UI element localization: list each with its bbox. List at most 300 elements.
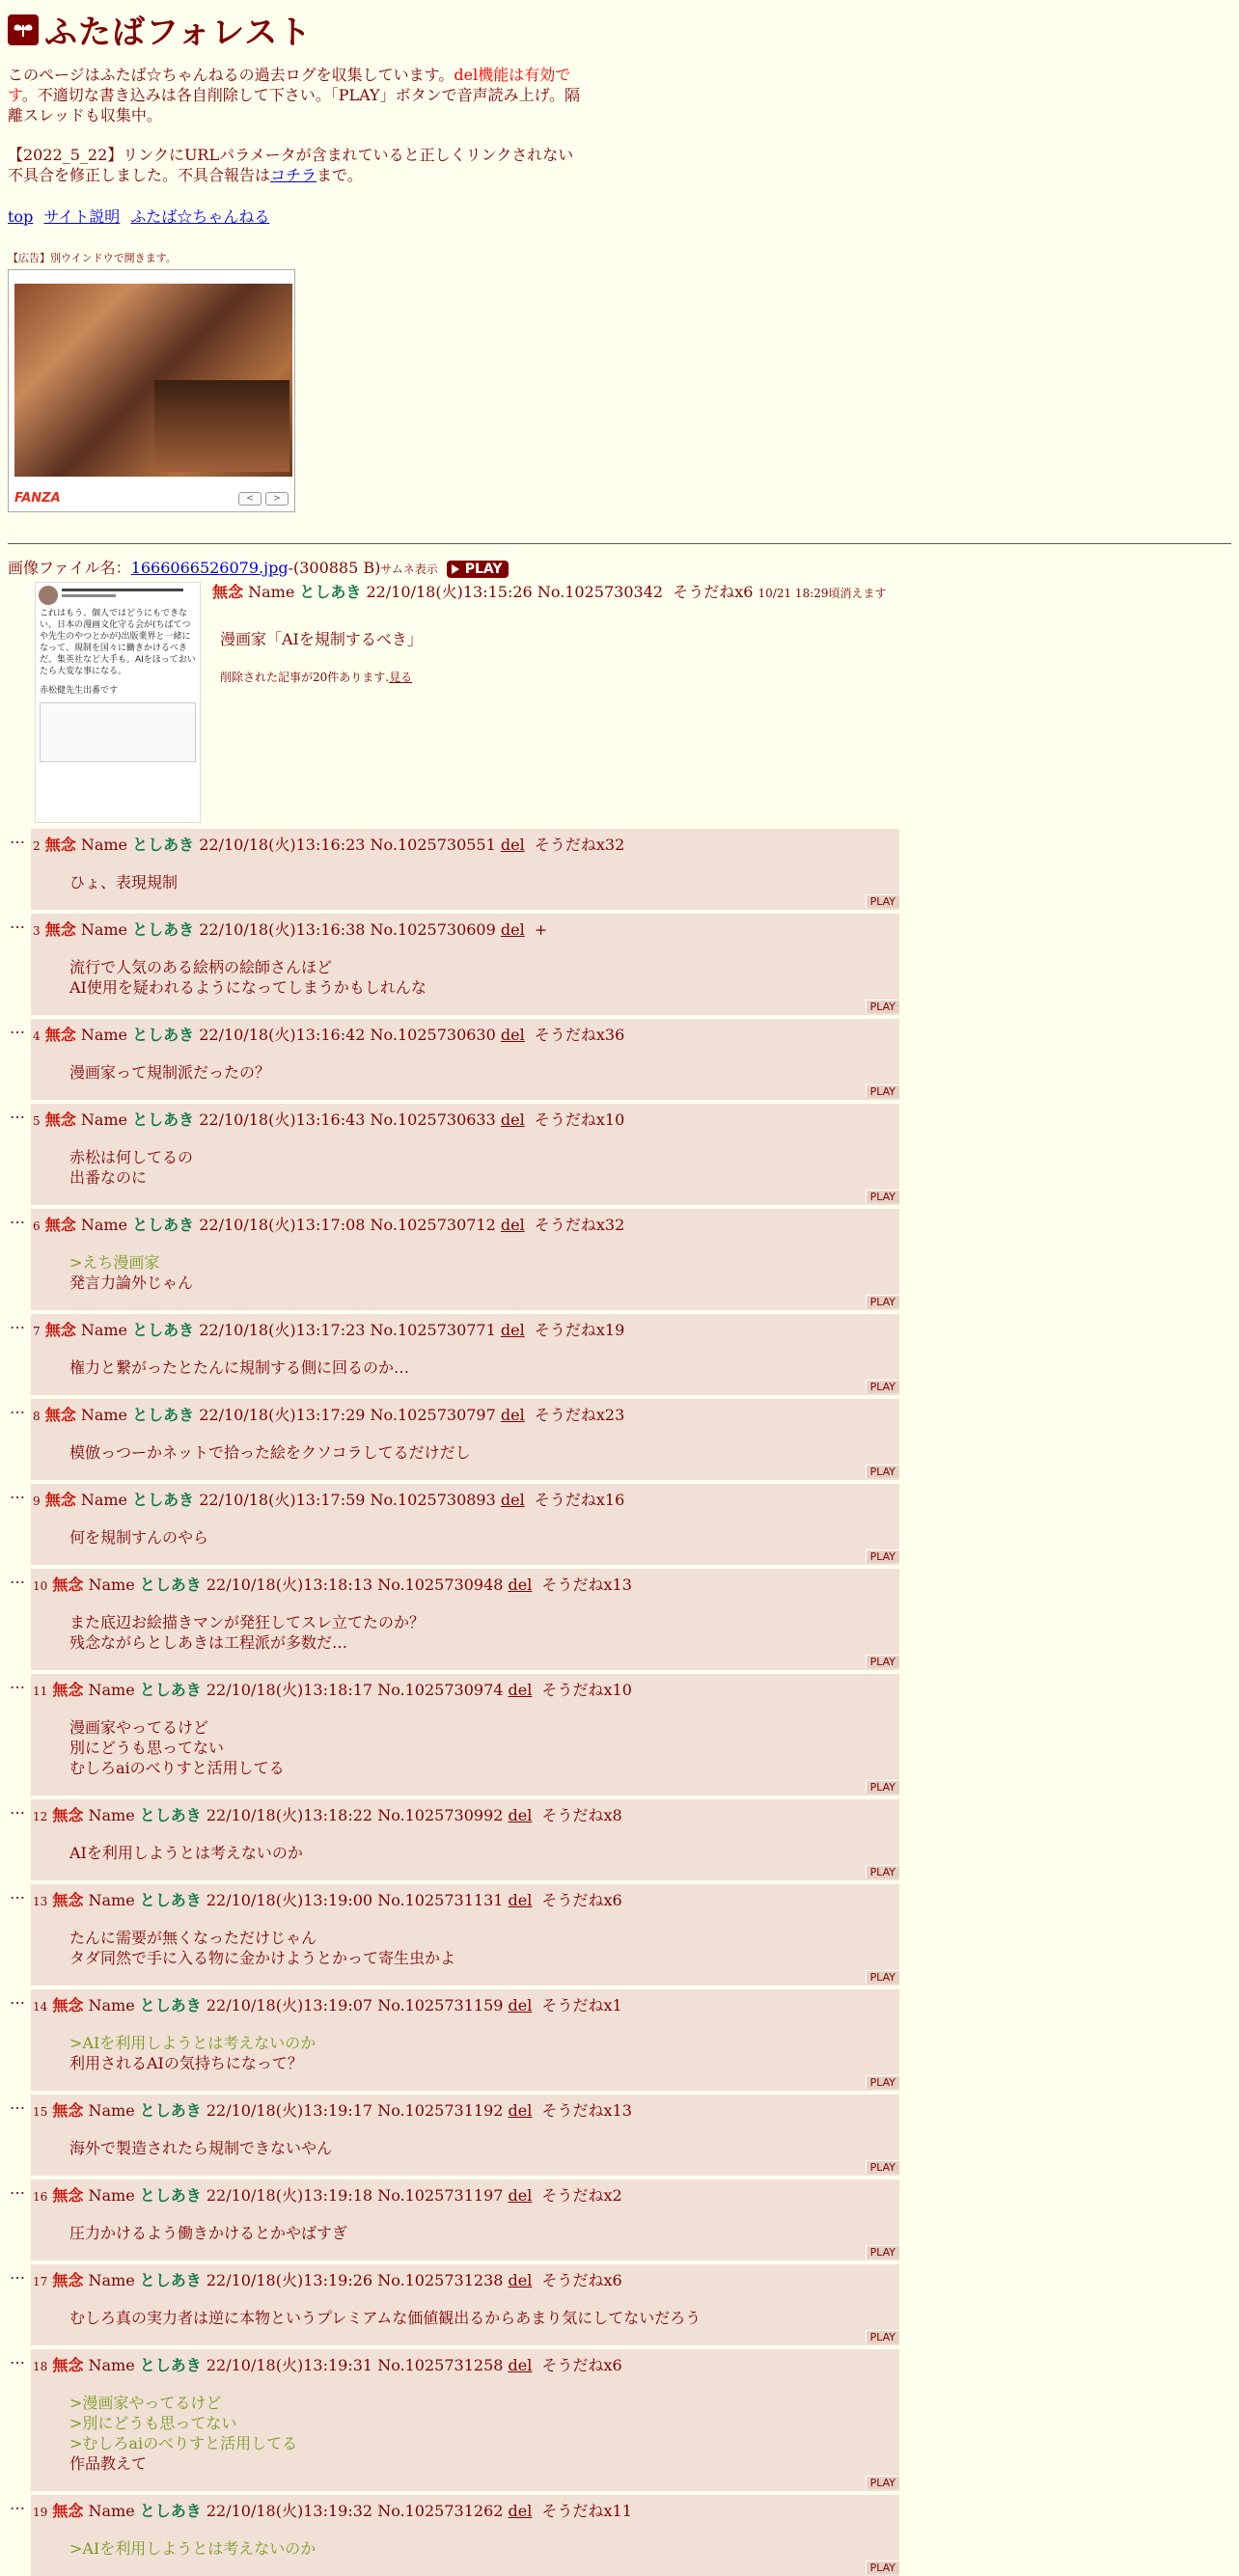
reply-play-button[interactable]: PLAY — [866, 2245, 899, 2259]
reply-no[interactable]: No.1025731258 — [377, 2356, 504, 2374]
message-line: 模倣っつーかネットで拾った絵をクソコラしてるだけだし — [69, 1443, 471, 1462]
sodane-button[interactable]: そうだねx23 — [534, 1406, 625, 1424]
nav-top-link[interactable]: top — [8, 207, 34, 226]
name-label: Name — [80, 1406, 128, 1424]
thumb-text: これはもう、個人ではどうにもできない。日本の漫画文化守る会が(ちばてつや先生のやつとかが)出版業界と一緒になって、規制を国々に働きかけるべきだ。集英社など大手も。AIをほっておいたら大変な事になる。 — [40, 609, 196, 676]
reply-header — [31, 2098, 899, 2121]
reply-post — [31, 2095, 899, 2176]
reply-subject: 無念 — [52, 1681, 84, 1699]
thumb-sub: 赤松健先生出番です — [40, 686, 119, 696]
name-label: Name — [88, 1806, 135, 1824]
reply-header — [31, 1403, 899, 1425]
nav-about-link[interactable]: サイト説明 — [43, 207, 121, 226]
reply-name: としあき — [132, 1110, 195, 1129]
sodane-button[interactable]: そうだねx2 — [541, 2186, 622, 2205]
ad-banner[interactable] — [8, 269, 295, 512]
reply-subject: 無念 — [44, 1491, 76, 1509]
del-link[interactable]: del — [500, 1216, 525, 1234]
reply-play-button[interactable]: PLAY — [866, 1970, 899, 1984]
reply-message — [69, 1147, 899, 1188]
del-link[interactable]: del — [508, 1576, 533, 1594]
reply-number: 4 — [33, 1029, 41, 1043]
reply-date: 22/10/18(火)13:19:18 — [206, 2186, 373, 2205]
reply-marker: … — [10, 1104, 25, 1122]
reply-no[interactable]: No.1025731197 — [377, 2186, 504, 2205]
del-link[interactable]: del — [508, 2186, 533, 2205]
reply-marker: … — [10, 1209, 25, 1227]
reply-number: 17 — [33, 2275, 48, 2288]
reply-marker: … — [10, 1884, 25, 1903]
reply-no[interactable]: No.1025730974 — [377, 1681, 504, 1699]
quote-line: >AIを利用しようとは考えないのか — [69, 2539, 317, 2558]
reply-no[interactable]: No.1025730797 — [370, 1406, 496, 1424]
reply-no[interactable]: No.1025731131 — [377, 1891, 504, 1909]
name-label: Name — [88, 2271, 135, 2289]
reply-post — [31, 1399, 899, 1480]
reply-row — [8, 1104, 1231, 1205]
reply-number: 9 — [33, 1494, 41, 1508]
reply-post — [31, 2179, 899, 2261]
reply-message — [69, 2138, 899, 2158]
reply-header — [31, 1888, 899, 1910]
reply-row — [8, 1019, 1231, 1100]
reply-name: としあき — [139, 2271, 202, 2289]
del-link[interactable]: del — [500, 1491, 525, 1509]
op-date: 22/10/18(火)13:15:26 — [366, 583, 533, 601]
reply-message — [69, 2538, 899, 2559]
reply-number: 7 — [33, 1325, 41, 1338]
reply-marker: … — [10, 2179, 25, 2198]
sodane-button[interactable]: そうだねx13 — [541, 1576, 632, 1594]
reply-subject: 無念 — [52, 2186, 84, 2205]
op-expire: 10/21 18:29頃消えます — [757, 587, 887, 600]
reply-play-button[interactable]: PLAY — [866, 894, 899, 908]
reply-message — [69, 2308, 899, 2328]
reply-message — [69, 1442, 899, 1463]
reply-name: としあき — [139, 2502, 202, 2520]
message-line: 漫画家やってるけど — [69, 1718, 209, 1737]
message-line: 利用されるAIの気持ちになって？ — [69, 2054, 303, 2072]
reply-subject: 無念 — [44, 836, 76, 854]
name-label: Name — [88, 2356, 135, 2374]
del-link[interactable]: del — [508, 2271, 533, 2289]
ad-logo: FANZA — [14, 491, 61, 506]
del-link[interactable]: del — [508, 1996, 533, 2014]
reply-header — [31, 1108, 899, 1130]
reply-subject: 無念 — [52, 2101, 84, 2120]
reply-date: 22/10/18(火)13:16:43 — [199, 1110, 366, 1129]
sodane-button[interactable]: そうだねx32 — [534, 836, 625, 854]
message-line: 漫画家って規制派だったの？ — [69, 1063, 271, 1082]
reply-marker: … — [10, 1674, 25, 1692]
divider — [8, 543, 1231, 544]
deleted-text: 削除された記事が20件あります. — [220, 671, 390, 684]
reply-no[interactable]: No.1025730992 — [377, 1806, 504, 1824]
reply-date: 22/10/18(火)13:19:26 — [206, 2271, 373, 2289]
reply-name: としあき — [139, 1576, 202, 1594]
name-label: Name — [80, 1110, 128, 1129]
op-no[interactable]: No.1025730342 — [537, 583, 664, 601]
message-line: ひょ、表現規制 — [69, 873, 179, 891]
reply-header — [31, 2268, 899, 2290]
del-link[interactable]: del — [500, 1026, 525, 1044]
reply-header — [31, 2183, 899, 2206]
reply-message — [69, 1717, 899, 1778]
notice-text — [8, 145, 587, 185]
reply-marker: … — [10, 2495, 25, 2513]
reply-no[interactable]: No.1025730771 — [370, 1321, 496, 1339]
reply-header — [31, 918, 899, 940]
reply-subject: 無念 — [52, 2356, 84, 2374]
reply-name: としあき — [132, 1491, 195, 1509]
reply-play-button[interactable]: PLAY — [866, 1295, 899, 1308]
op-thumbnail[interactable] — [35, 582, 201, 823]
reply-subject: 無念 — [52, 1806, 84, 1824]
site-logo[interactable] — [8, 6, 1231, 53]
reply-marker: … — [10, 829, 25, 847]
message-line: 別にどうも思ってない — [69, 1739, 225, 1757]
reply-subject: 無念 — [52, 1576, 84, 1594]
op-header — [212, 580, 887, 602]
reply-header — [31, 1488, 899, 1510]
reply-no[interactable]: No.1025730551 — [370, 836, 496, 854]
reply-date: 22/10/18(火)13:19:07 — [206, 1996, 373, 2014]
reply-number: 16 — [33, 2190, 48, 2204]
op-file-line — [8, 556, 1231, 578]
reply-date: 22/10/18(火)13:17:08 — [199, 1216, 366, 1234]
op-name: としあき — [299, 583, 362, 601]
message-line: 権力と繋がったとたんに規制する側に回るのか… — [69, 1358, 410, 1377]
reply-row — [8, 2179, 1231, 2261]
reply-number: 14 — [33, 2000, 48, 2014]
message-line: 発言力論外じゃん — [69, 1274, 194, 1292]
reply-post — [31, 1314, 899, 1395]
reply-message — [69, 1527, 899, 1548]
reply-date: 22/10/18(火)13:17:23 — [199, 1321, 366, 1339]
reply-no[interactable]: No.1025731192 — [377, 2101, 504, 2120]
quote-line: >むしろaiのべりすと活用してる — [69, 2434, 298, 2453]
reply-name: としあき — [139, 1996, 202, 2014]
sodane-button[interactable]: そうだねx32 — [534, 1216, 625, 1234]
reply-row — [8, 1799, 1231, 1880]
reply-row — [8, 1209, 1231, 1310]
reply-number: 8 — [33, 1410, 41, 1423]
reply-play-button[interactable]: PLAY — [866, 1190, 899, 1203]
sodane-button[interactable]: そうだねx8 — [541, 1806, 622, 1824]
reply-post — [31, 1884, 899, 1986]
sodane-button[interactable]: そうだねx11 — [541, 2502, 632, 2520]
reply-subject: 無念 — [52, 2271, 84, 2289]
file-link[interactable]: 1666066526079.jpg — [130, 559, 289, 577]
reply-post — [31, 829, 899, 910]
name-label: Name — [80, 1216, 128, 1234]
reply-marker: … — [10, 2264, 25, 2283]
reply-play-button[interactable]: PLAY — [866, 1865, 899, 1878]
reply-post — [31, 1569, 899, 1670]
reply-no[interactable]: No.1025730630 — [370, 1026, 496, 1044]
reply-marker: … — [10, 1799, 25, 1818]
sodane-button[interactable]: + — [534, 920, 548, 939]
reply-date: 22/10/18(火)13:16:42 — [199, 1026, 366, 1044]
reply-message — [69, 872, 899, 892]
reply-header — [31, 1573, 899, 1595]
message-line: 赤松は何してるの — [69, 1148, 194, 1166]
reply-header — [31, 1318, 899, 1340]
reply-row — [8, 829, 1231, 910]
reply-date: 22/10/18(火)13:19:32 — [206, 2502, 373, 2520]
name-label: Name — [88, 2101, 135, 2120]
reply-number: 11 — [33, 1685, 48, 1698]
reply-play-button[interactable]: PLAY — [866, 1465, 899, 1478]
reply-header — [31, 1023, 899, 1045]
sodane-button[interactable]: そうだねx13 — [541, 2101, 632, 2120]
reply-subject: 無念 — [52, 1891, 84, 1909]
reply-name: としあき — [139, 1681, 202, 1699]
play-icon — [451, 563, 460, 575]
reply-row — [8, 2349, 1231, 2491]
reply-play-button[interactable]: PLAY — [866, 1780, 899, 1794]
reply-marker: … — [10, 1019, 25, 1037]
reply-row — [8, 1884, 1231, 1986]
del-link[interactable]: del — [508, 2101, 533, 2120]
deleted-view-link[interactable]: 見る — [389, 671, 413, 684]
reply-post — [31, 2349, 899, 2491]
op-message: 漫画家「AIを規制するべき」 — [220, 630, 423, 648]
reply-subject: 無念 — [44, 920, 76, 939]
reply-marker: … — [10, 2349, 25, 2368]
intro-rest: 。不適切な書き込みは各自削除して下さい。「PLAY」ボタンで音声読み上げ。隔離スレッドも収集中。 — [8, 86, 580, 124]
notice-after: まで。 — [317, 166, 363, 184]
name-label: Name — [88, 1576, 135, 1594]
quote-line: >えち漫画家 — [69, 1253, 160, 1272]
reply-row — [8, 2495, 1231, 2576]
reply-subject: 無念 — [44, 1026, 76, 1044]
reply-play-button[interactable]: PLAY — [866, 1084, 899, 1098]
reply-number: 13 — [33, 1895, 48, 1908]
reply-message — [69, 1843, 899, 1863]
sodane-button[interactable]: そうだねx19 — [534, 1321, 625, 1339]
reply-play-button[interactable]: PLAY — [866, 2561, 899, 2574]
reply-number: 15 — [33, 2105, 48, 2119]
name-label: Name — [80, 1321, 128, 1339]
reply-name: としあき — [132, 836, 195, 854]
sodane-button[interactable]: そうだねx36 — [534, 1026, 625, 1044]
reply-name: としあき — [132, 1406, 195, 1424]
reply-play-button[interactable]: PLAY — [866, 2476, 899, 2489]
reply-play-button[interactable]: PLAY — [866, 1655, 899, 1668]
message-line: 作品教えて — [69, 2454, 148, 2473]
del-link[interactable]: del — [508, 1681, 533, 1699]
name-label: Name — [248, 583, 295, 601]
reply-date: 22/10/18(火)13:16:23 — [199, 836, 366, 854]
reply-header — [31, 2499, 899, 2521]
op-play-button[interactable] — [447, 561, 509, 578]
reply-message — [69, 1928, 899, 1968]
sodane-button[interactable]: そうだねx1 — [541, 1996, 622, 2014]
sodane-button[interactable]: そうだねx6 — [541, 2356, 622, 2374]
reply-marker: … — [10, 2095, 25, 2113]
op-subject: 無念 — [212, 583, 244, 601]
file-label: 画像ファイル名： — [8, 559, 131, 577]
reply-message — [69, 2223, 899, 2243]
nav-links — [8, 205, 1231, 227]
message-line: AIを利用しようとは考えないのか — [69, 1844, 303, 1862]
reply-row — [8, 1484, 1231, 1565]
reply-post — [31, 1484, 899, 1565]
reply-number: 18 — [33, 2360, 48, 2373]
file-size: -(300885 B) — [288, 559, 381, 577]
message-line: AI使用を疑われるようになってしまうかもしれんな — [69, 978, 427, 997]
reply-name: としあき — [139, 2186, 202, 2205]
reply-play-button[interactable]: PLAY — [866, 1549, 899, 1563]
op-play-label: PLAY — [464, 561, 503, 577]
del-link[interactable]: del — [508, 2356, 533, 2374]
sodane-button[interactable]: そうだねx10 — [541, 1681, 632, 1699]
reply-header — [31, 1803, 899, 1825]
reply-row — [8, 1399, 1231, 1480]
reply-name: としあき — [139, 1891, 202, 1909]
sodane-button[interactable]: そうだねx6 — [541, 1891, 622, 1909]
quote-line: >別にどうも思ってない — [69, 2414, 237, 2432]
intro-red: del機能は有効です — [8, 66, 571, 104]
reply-row — [8, 1314, 1231, 1395]
reply-message — [69, 1062, 899, 1082]
reply-post — [31, 1674, 899, 1795]
reply-message — [69, 1357, 899, 1378]
reply-number: 6 — [33, 1219, 41, 1233]
reply-subject: 無念 — [44, 1216, 76, 1234]
reply-header — [31, 1993, 899, 2015]
reply-play-button[interactable]: PLAY — [866, 2160, 899, 2174]
reply-date: 22/10/18(火)13:16:38 — [199, 920, 366, 939]
op-deleted-note — [220, 669, 887, 685]
reply-no[interactable]: No.1025731262 — [377, 2502, 504, 2520]
reply-message — [69, 2393, 899, 2474]
del-link[interactable]: del — [500, 1406, 525, 1424]
del-link[interactable]: del — [508, 2502, 533, 2520]
message-line: また底辺お絵描きマンが発狂してスレ立てたのか？ — [69, 1613, 426, 1631]
message-line: 海外で製造されたら規制できないやん — [69, 2139, 333, 2157]
reply-play-button[interactable]: PLAY — [866, 1380, 899, 1393]
reply-row — [8, 2095, 1231, 2176]
message-line: 出番なのに — [69, 1168, 148, 1187]
name-label: Name — [80, 1491, 128, 1509]
reply-date: 22/10/18(火)13:18:13 — [206, 1576, 373, 1594]
reply-subject: 無念 — [44, 1406, 76, 1424]
del-link[interactable]: del — [508, 1806, 533, 1824]
reply-post — [31, 1799, 899, 1880]
reply-message — [69, 1612, 899, 1653]
sodane-button[interactable]: そうだねx16 — [534, 1491, 625, 1509]
name-label: Name — [80, 836, 128, 854]
reply-date: 22/10/18(火)13:17:59 — [199, 1491, 366, 1509]
ad-prev-button[interactable]: < — [238, 492, 262, 506]
reply-date: 22/10/18(火)13:17:29 — [199, 1406, 366, 1424]
ad-next-button[interactable]: > — [265, 492, 289, 506]
reply-number: 12 — [33, 1810, 48, 1823]
reply-post — [31, 914, 899, 1015]
reply-no[interactable]: No.1025730712 — [370, 1216, 496, 1234]
name-label: Name — [88, 2186, 135, 2205]
reply-date: 22/10/18(火)13:19:00 — [206, 1891, 373, 1909]
reply-play-button[interactable]: PLAY — [866, 1000, 899, 1013]
reply-date: 22/10/18(火)13:18:22 — [206, 1806, 373, 1824]
reply-number: 19 — [33, 2506, 48, 2519]
ad-image[interactable] — [14, 284, 292, 477]
sodane-button[interactable]: そうだねx6 — [541, 2271, 622, 2289]
del-link[interactable]: del — [500, 836, 525, 854]
reply-marker: … — [10, 1989, 25, 2008]
reply-no[interactable]: No.1025731238 — [377, 2271, 504, 2289]
reply-subject: 無念 — [44, 1321, 76, 1339]
quote-line: >AIを利用しようとは考えないのか — [69, 2034, 317, 2052]
reply-header — [31, 1678, 899, 1700]
reply-header — [31, 1213, 899, 1235]
avatar — [39, 586, 58, 605]
reply-name: としあき — [139, 1806, 202, 1824]
nav-futaba-link[interactable]: ふたば☆ちゃんねる — [130, 207, 270, 226]
reply-row — [8, 2264, 1231, 2345]
message-line: 何を規制すんのやら — [69, 1528, 209, 1547]
reply-list — [8, 829, 1231, 2576]
reply-name: としあき — [132, 1321, 195, 1339]
reply-name: としあき — [139, 2101, 202, 2120]
reply-number: 10 — [33, 1579, 48, 1593]
reply-name: としあき — [132, 920, 195, 939]
reply-no[interactable]: No.1025730948 — [377, 1576, 504, 1594]
op-sodane[interactable]: そうだねx6 — [673, 583, 754, 601]
reply-play-button[interactable]: PLAY — [866, 2075, 899, 2089]
sodane-button[interactable]: そうだねx10 — [534, 1110, 625, 1129]
reply-number: 5 — [33, 1114, 41, 1128]
reply-date: 22/10/18(火)13:19:17 — [206, 2101, 373, 2120]
reply-no[interactable]: No.1025731159 — [377, 1996, 504, 2014]
report-link[interactable]: コチラ — [270, 166, 317, 184]
name-label: Name — [88, 2502, 135, 2520]
ad-label: 【広告】別ウインドウで開きます。 — [8, 252, 177, 264]
message-line: たんに需要が無くなっただけじゃん — [69, 1929, 317, 1947]
intro-plain: このページはふたば☆ちゃんねるの過去ログを収集しています。 — [8, 66, 454, 84]
reply-no[interactable]: No.1025730633 — [370, 1110, 496, 1129]
del-link[interactable]: del — [508, 1891, 533, 1909]
reply-post — [31, 1019, 899, 1100]
reply-no[interactable]: No.1025730609 — [370, 920, 496, 939]
reply-marker: … — [10, 1399, 25, 1417]
message-line: 残念ながらとしあきは工程派が多数だ… — [69, 1633, 348, 1652]
reply-name: としあき — [132, 1026, 195, 1044]
reply-marker: … — [10, 1484, 25, 1502]
reply-play-button[interactable]: PLAY — [866, 2330, 899, 2343]
message-line: 流行で人気のある絵柄の絵師さんほど — [69, 958, 333, 976]
thumb-label: サムネ表示 — [380, 562, 438, 576]
reply-number: 3 — [33, 924, 41, 938]
del-link[interactable]: del — [500, 1321, 525, 1339]
site-title: ふたばフォレスト — [44, 14, 313, 52]
reply-no[interactable]: No.1025730893 — [370, 1491, 496, 1509]
reply-date: 22/10/18(火)13:18:17 — [206, 1681, 373, 1699]
del-link[interactable]: del — [500, 920, 525, 939]
reply-message — [69, 1252, 899, 1293]
reply-marker: … — [10, 1314, 25, 1332]
reply-subject: 無念 — [52, 1996, 84, 2014]
message-line: むしろaiのべりすと活用してる — [69, 1759, 285, 1777]
name-label: Name — [80, 920, 128, 939]
del-link[interactable]: del — [500, 1110, 525, 1129]
name-label: Name — [88, 1996, 135, 2014]
reply-post — [31, 2264, 899, 2345]
intro-text — [8, 65, 587, 125]
reply-number: 2 — [33, 839, 41, 853]
